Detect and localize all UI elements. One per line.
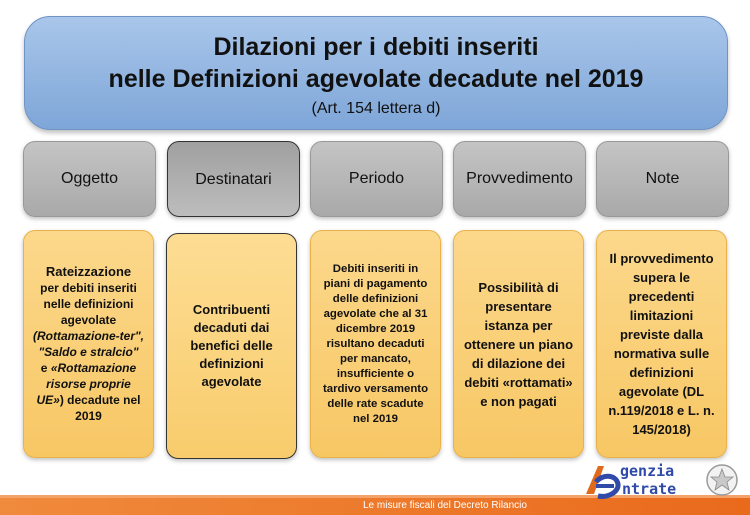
footer-caption: Le misure fiscali del Decreto Rilancio: [363, 500, 527, 511]
heading-periodo: [310, 141, 443, 217]
title-line-1: Dilazioni per i debiti inseriti: [213, 33, 539, 61]
body-oggetto-italic2: «Rottamazione risorse proprie UE»: [36, 361, 137, 407]
body-oggetto-lead: Rateizzazione: [45, 264, 132, 279]
body-oggetto-text2: ) decadute nel 2019: [59, 393, 141, 423]
body-oggetto-italic1: (Rottamazione-ter", "Saldo e stralcio": [32, 329, 145, 359]
body-provvedimento: [453, 230, 584, 458]
body-oggetto-mid: e: [40, 361, 48, 375]
heading-oggetto: [23, 141, 156, 217]
title-banner: [24, 16, 728, 130]
logo-line-2: ntrate: [622, 480, 677, 498]
body-note-text: Il provvedimento supera le precedenti limitazioni previste dalla normativa sulle definizioni agevolate (DL n.119/2018 e L. n. 145/2018): [608, 251, 715, 437]
body-destinatari-text: Contribuenti decaduti dai benefici delle definizioni agevolate: [190, 302, 273, 389]
logo-line-1: genzia: [620, 462, 675, 480]
heading-provvedimento: [453, 141, 586, 217]
subtitle: (Art. 154 lettera d): [311, 100, 441, 117]
heading-oggetto-label: Oggetto: [61, 170, 118, 187]
heading-note-label: Note: [645, 170, 680, 187]
heading-provvedimento-label: Provvedimento: [466, 170, 573, 187]
body-destinatari: [166, 233, 297, 459]
body-periodo-text: Debiti inseriti in piani di pagamento delle definizioni agevolate che al 31 dicembre 2019 risultano decaduti per mancato, insufficiente o tardivo versamento delle rate scadute nel 2019: [322, 262, 429, 425]
heading-periodo-label: Periodo: [348, 170, 405, 187]
body-oggetto-text1: per debiti inseriti nelle definizioni agevolate: [40, 281, 137, 327]
title-line-2: nelle Definizioni agevolate decadute nel 2019: [108, 65, 644, 93]
heading-destinatari: [167, 141, 300, 217]
heading-note: [596, 141, 729, 217]
body-provvedimento-text: Possibilità di presentare istanza per ottenere un piano di dilazione dei debiti «rottamati» e non pagati: [463, 279, 574, 409]
body-periodo: [310, 230, 441, 458]
body-note: [596, 230, 727, 458]
heading-destinatari-label: Destinatari: [195, 171, 272, 188]
body-oggetto: [23, 230, 154, 458]
agenzia-entrate-logo: [582, 460, 742, 504]
